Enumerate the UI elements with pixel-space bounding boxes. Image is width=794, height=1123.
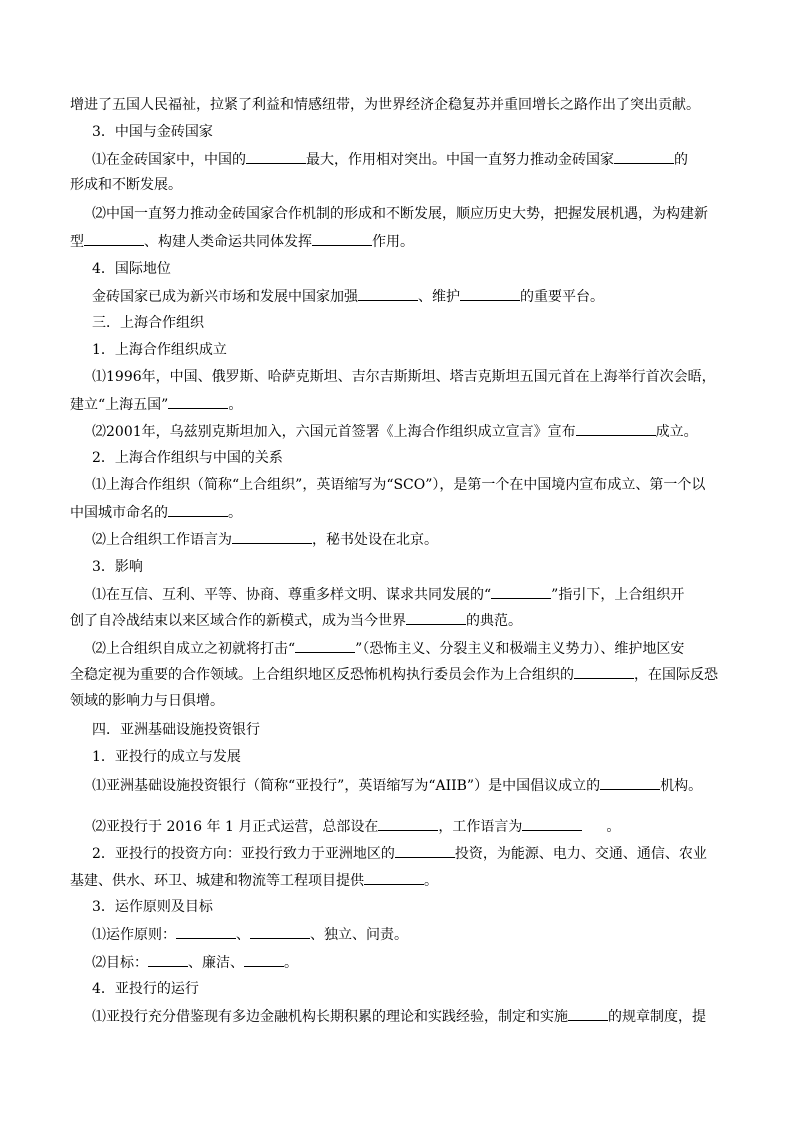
fill-blank[interactable] [395,842,455,858]
paragraph-line: 增进了五国人民福祉，拉紧了利益和情感纽带，为世界经济企稳复苏并重回增长之路作出了突出贡献。 [70,97,700,113]
fill-blank[interactable] [232,528,312,544]
section-heading: 4．国际地位 [92,261,171,277]
section-heading: 3．影响 [92,559,143,575]
paragraph-line: ⑵上合组织工作语言为 ，秘书处设在北京。 [92,528,726,550]
fill-blank[interactable] [148,951,188,967]
paragraph-line: ⑴在互信、互利、平等、协商、尊重多样文明、谋求共同发展的“ ”指引下，上合组织开 [92,583,726,605]
paragraph-line: 形成和不断发展。 [70,177,182,193]
paragraph-line: ⑴在金砖国家中，中国的 最大，作用相对突出。中国一直努力推动金砖国家 的 [92,148,726,170]
fill-blank[interactable] [364,869,424,885]
paragraph-line: ⑵中国一直努力推动金砖国家合作机制的形成和不断发展，顺应历史大势，把握发展机遇，为构建新 [92,206,708,222]
fill-blank[interactable] [614,148,674,164]
section-heading: 三．上海合作组织 [92,315,204,331]
paragraph-line: 全稳定视为重要的合作领域。上合组织地区反恐怖机构执行委员会作为上合组织的 ，在国际反恐 [70,663,726,685]
fill-blank[interactable] [168,393,228,409]
paragraph-line: ⑴1996年，中国、俄罗斯、哈萨克斯坦、吉尔吉斯斯坦、塔吉克斯坦五国元首在上海举行首次会晤， [92,369,716,385]
paragraph-line: ⑴亚投行充分借鉴现有多边金融机构长期积累的理论和实践经验，制定和实施 的规章制度，提 [92,1005,726,1027]
section-heading: 4．亚投行的运行 [92,981,199,997]
section-heading: 1．上海合作组织成立 [92,342,227,358]
fill-blank[interactable] [358,285,418,301]
paragraph-line: ⑴亚洲基础设施投资银行（简称“亚投行”，英语缩写为“AIIB”）是中国倡议成立的 机构。 [92,774,726,796]
fill-blank[interactable] [295,637,355,653]
fill-blank[interactable] [491,583,551,599]
paragraph-line: 基建、供水、环卫、城建和物流等工程项目提供 。 [70,869,726,891]
fill-blank[interactable] [406,609,466,625]
fill-blank[interactable] [574,663,634,679]
paragraph-line: ⑵上合组织自成立之初就将打击“ ”（恐怖主义、分裂主义和极端主义势力）、维护地区安 [92,637,726,659]
paragraph-line: ⑴运作原则： 、 、独立、问责。 [92,923,726,945]
fill-blank[interactable] [460,285,520,301]
paragraph-line: ⑵亚投行于 2016 年 1 月正式运营，总部设在 ，工作语言为 。 [92,815,726,837]
section-heading: 3．中国与金砖国家 [92,124,213,140]
fill-blank[interactable] [600,774,660,790]
fill-blank[interactable] [176,923,236,939]
paragraph-line: ⑵目标： 、廉洁、 。 [92,951,726,973]
paragraph-line: ⑵2001年，乌兹别克斯坦加入，六国元首签署《上海合作组织成立宣言》宣布 成立。 [92,420,726,442]
paragraph-line: ⑴上海合作组织（简称“上合组织”，英语缩写为“SCO”），是第一个在中国境内宣布成立、第一个以 [92,477,706,493]
fill-blank[interactable] [250,923,310,939]
fill-blank[interactable] [168,501,228,517]
fill-blank[interactable] [312,230,372,246]
paragraph-line: 领域的影响力与日俱增。 [70,693,224,709]
fill-blank[interactable] [244,951,284,967]
paragraph-line: 金砖国家已成为新兴市场和发展中国家加强 、维护 的重要平台。 [92,285,726,307]
section-heading: 2．上海合作组织与中国的关系 [92,450,283,466]
fill-blank[interactable] [576,420,656,436]
fill-blank[interactable] [522,815,582,831]
fill-blank[interactable] [378,815,438,831]
fill-blank[interactable] [246,148,306,164]
paragraph-line: 建立“上海五国” 。 [70,393,726,415]
paragraph-line: 2．亚投行的投资方向：亚投行致力于亚洲地区的 投资，为能源、电力、交通、通信、农业 [92,842,726,864]
fill-blank[interactable] [568,1005,608,1021]
section-heading: 3．运作原则及目标 [92,899,213,915]
fill-blank[interactable] [84,230,144,246]
paragraph-line: 创了自冷战结束以来区域合作的新模式，成为当今世界 的典范。 [70,609,726,631]
section-heading: 四．亚洲基础设施投资银行 [92,722,260,738]
paragraph-line: 型 、构建人类命运共同体发挥 作用。 [70,230,726,252]
paragraph-line: 中国城市命名的 。 [70,501,726,523]
section-heading: 1．亚投行的成立与发展 [92,749,241,765]
